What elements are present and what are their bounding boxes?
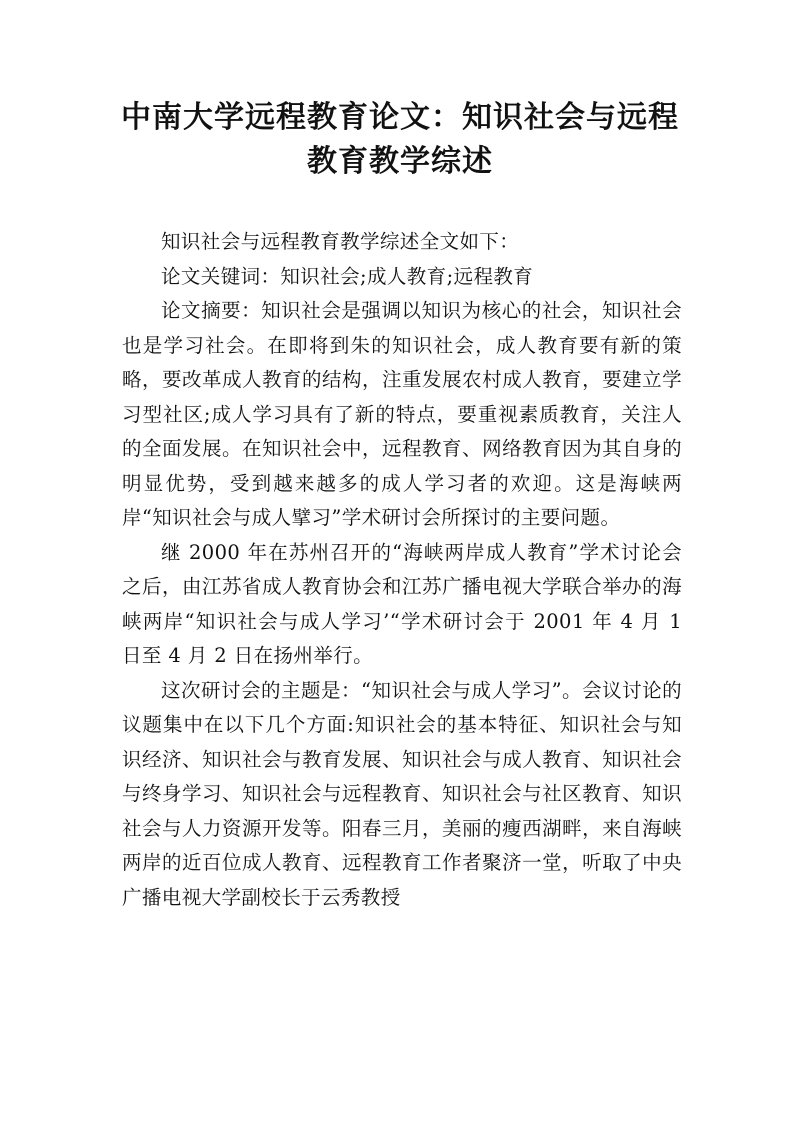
body-paragraph: 这次研讨会的主题是：“知识社会与成人学习”。会议讨论的议题集中在以下几个方面:知识社会的基本特征、知识社会与知识经济、知识社会与教育发展、知识社会与成人教育、知识社会与终身学习、知识社会与远程教育、知识社会与社区教育、知识社会与人力资源开发等。阳春三月，美丽的瘦西湖畔，来自海峡两岸的近百位成人教育、远程教育工作者聚济一堂，听取了中央广播电视大学副校长于云秀教授 (122, 678, 682, 909)
document-title: 中南大学远程教育论文：知识社会与远程教育教学综述 (121, 100, 679, 179)
abstract-paragraph: 论文摘要：知识社会是强调以知识为核心的社会，知识社会也是学习社会。在即将到朱的知识社会，成人教育要有新的策略，要改革成人教育的结构，注重发展农村成人教育，要建立学习型社区;成人学习具有了新的特点，要重视素质教育，关注人的全面发展。在知识社会中，远程教育、网络教育因为其自身的明显优势，受到越来越多的成人学习者的欢迎。这是海峡两岸“知识社会与成人擘习”学术研讨会所探讨的主要问题。 (122, 299, 682, 529)
body-paragraph: 继 2000 年在苏州召开的“海峡两岸成人教育”学术讨论会之后，由江苏省成人教育协会和江苏广播电视大学联合举办的海峡两岸“知识社会与成人学习’“学术研讨会于 2001 年 4 月 1 日至 4 月 2 日在扬州举行。 (122, 540, 682, 667)
intro-paragraph: 知识社会与远程教育教学综述全文如下： (161, 230, 520, 253)
keywords-paragraph: 论文关键词：知识社会;成人教育;远程教育 (161, 264, 534, 288)
document-body (122, 225, 682, 915)
